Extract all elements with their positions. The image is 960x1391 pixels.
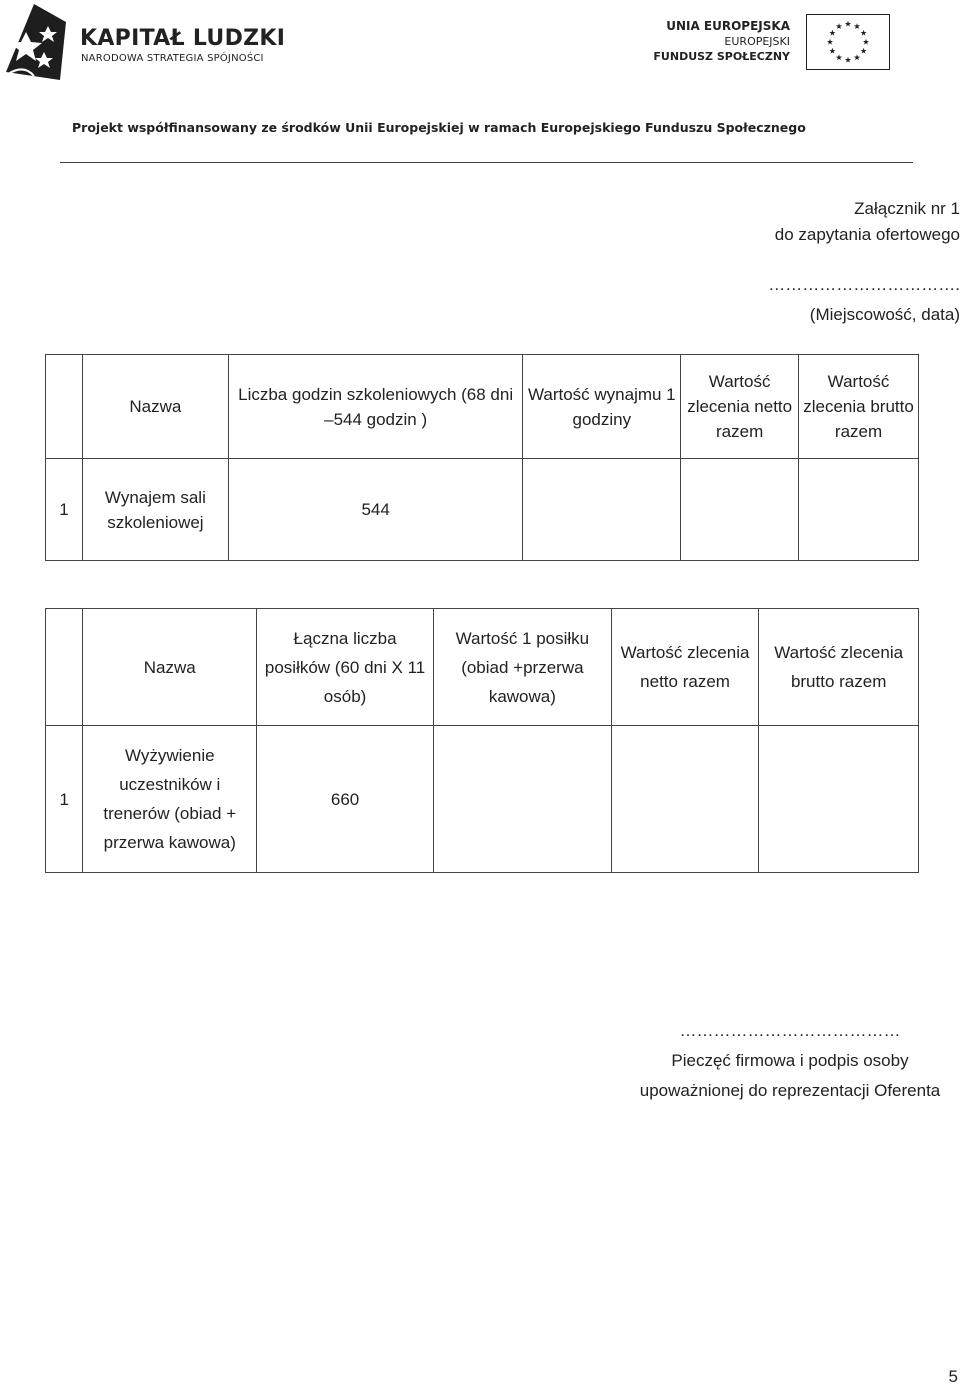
annex-line-2: do zapytania ofertowego xyxy=(774,225,960,244)
eu-flag-icon xyxy=(806,14,890,70)
signature-line-1: Pieczęć firmowa i podpis osoby xyxy=(671,1051,909,1070)
header-cell xyxy=(46,355,83,459)
annex-block xyxy=(775,196,960,248)
header-cell xyxy=(46,609,83,726)
table-cell xyxy=(433,726,611,873)
annex-line-1: Załącznik nr 1 xyxy=(854,199,960,218)
table-cell: 1 xyxy=(46,459,83,561)
header-cell: Wartość zlecenia netto razem xyxy=(611,609,759,726)
table-header-row xyxy=(46,355,919,459)
project-funding-line: Projekt współfinansowany ze środków Unii Europejskiej w ramach Europejskiego Funduszu Społecznego xyxy=(72,120,806,135)
logo-title: KAPITAŁ LUDZKI xyxy=(80,26,286,51)
table-cell xyxy=(799,459,919,561)
header-divider xyxy=(60,162,913,163)
header-cell: Nazwa xyxy=(82,355,228,459)
place-date-block xyxy=(768,270,960,330)
eu-line-3: FUNDUSZ SPOŁECZNY xyxy=(653,50,790,63)
table-cell xyxy=(759,726,919,873)
place-date-label: (Miejscowość, data) xyxy=(809,305,960,324)
catering-table xyxy=(45,608,919,873)
page-number: 5 xyxy=(948,1367,958,1386)
table-cell: 544 xyxy=(228,459,523,561)
signature-block xyxy=(620,1016,960,1106)
logo-subtitle: NARODOWA STRATEGIA SPÓJNOŚCI xyxy=(81,53,264,64)
table-header-row xyxy=(46,609,919,726)
header-cell: Wartość 1 posiłku (obiad +przerwa kawowa) xyxy=(433,609,611,726)
table-cell: 1 xyxy=(46,726,83,873)
table-cell: 660 xyxy=(257,726,434,873)
signature-line-2: upoważnionej do reprezentacji Oferenta xyxy=(639,1081,941,1100)
header-cell: Wartość wynajmu 1 godziny xyxy=(523,355,681,459)
header-cell: Wartość zlecenia brutto razem xyxy=(799,355,919,459)
header-cell: Wartość zlecenia brutto razem xyxy=(759,609,919,726)
header-cell: Liczba godzin szkoleniowych (68 dni –544 godzin ) xyxy=(228,355,523,459)
place-date-dots: ……………………………. xyxy=(768,275,960,294)
eu-line-2: EUROPEJSKI xyxy=(724,35,790,48)
table-row xyxy=(46,459,919,561)
rental-table xyxy=(45,354,919,561)
header-cell: Nazwa xyxy=(83,609,257,726)
table-cell xyxy=(523,459,681,561)
signature-dots: ………………………………… xyxy=(679,1021,901,1040)
header-cell: Wartość zlecenia netto razem xyxy=(681,355,799,459)
table-cell xyxy=(681,459,799,561)
eu-line-1: UNIA EUROPEJSKA xyxy=(666,19,790,33)
table-row xyxy=(46,726,919,873)
table-cell xyxy=(611,726,759,873)
table-cell: Wynajem sali szkoleniowej xyxy=(82,459,228,561)
table-cell: Wyżywienie uczestników i trenerów (obiad + przerwa kawowa) xyxy=(83,726,257,873)
header-cell: Łączna liczba posiłków (60 dni X 11 osób) xyxy=(257,609,434,726)
eu-logo-text xyxy=(653,19,790,64)
